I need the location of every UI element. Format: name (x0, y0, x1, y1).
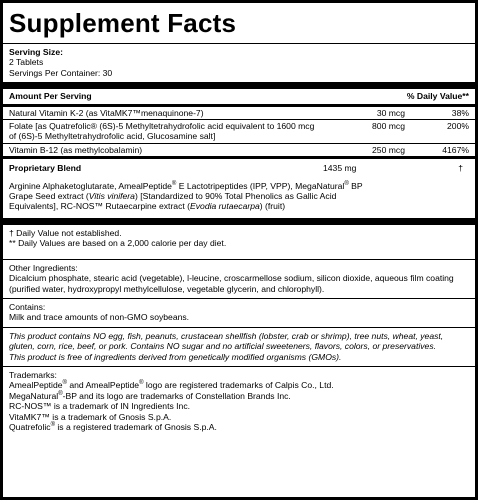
daily-value-footnote: ** Daily Values are based on a 2,000 calorie per day diet. (9, 238, 227, 249)
footnotes (9, 225, 469, 259)
trademarks-label: Trademarks: (9, 369, 57, 380)
servings-per-container: Servings Per Container: 30 (9, 67, 113, 78)
daily-value-header: % Daily Value** (406, 91, 469, 102)
column-header (9, 89, 469, 103)
serving-info (9, 44, 469, 82)
contains-label: Contains: (9, 301, 46, 312)
gmo-free-text: This product is free of ingredients derived from genetically modified organisms (GMOs). (9, 351, 342, 362)
other-ingredients-text: Dicalcium phosphate, stearic acid (vegetable), l-leucine, croscarmellose sodium, silicon dioxide, aqueous film coating (purified water, hydroxypropyl methylcellulose, vegetable glycerin, and chlorophyll). (9, 273, 454, 294)
trademark-line: MegaNatural®-BP and its logo are trademarks of Constellation Brands Inc. (9, 390, 291, 401)
serving-size-value: 2 Tablets (9, 57, 44, 68)
other-ingredients (9, 260, 469, 298)
allergen-statement (9, 328, 469, 366)
nutrient-row: Vitamin B-12 (as methylcobalamin) 250 mcg 4167% (9, 144, 469, 155)
trademark-line: Quatrefolic® is a registered trademark of Gnosis S.p.A. (9, 421, 217, 432)
proprietary-blend-row: Proprietary Blend 1435 mg † (9, 163, 463, 174)
proprietary-blend-description: Arginine Alphaketoglutarate, AmealPeptide® E Lactotripeptides (IPP, VPP), MegaNatural® BP Grape Seed extract (Vitis vinifera) [Standardized to 90% Total Phenolics as Gallic Acid Equivalents], RC-NOS™ Rutaecarpine extract (Evodia rutaecarpa) (fruit) (9, 180, 363, 212)
nutrient-row: Natural Vitamin K-2 (as VitaMK7™menaquinone-7) 30 mcg 38% (9, 107, 469, 118)
contains-text: Milk and trace amounts of non-GMO soybeans. (9, 312, 190, 323)
other-ingredients-label: Other Ingredients: (9, 262, 78, 273)
allergen-free-text: This product contains NO egg, fish, peanuts, crustacean shellfish (lobster, crab or shrimp), tree nuts, wheat, yeast, gluten, corn, rice, beef, or pork. Contains NO sugar and no artificial sweeteners, flavors, colors, or preservatives. (9, 330, 444, 352)
trademark-line: AmealPeptide® and AmealPeptide® logo are registered trademarks of Calpis Co., Ltd. (9, 380, 334, 391)
trademarks-section (9, 367, 469, 436)
serving-size-label: Serving Size: (9, 47, 63, 57)
nutrient-row: Folate [as Quatrefolic® (6S)-5 Methyltetrahydrofolic acid equivalent to 1600 mcg of (6S)-5 Methyltetrahydrofolic acid, Glucosamine salt] 800 mcg 200% (9, 121, 469, 142)
trademark-line: VitaMK7™ is a trademark of Gnosis S.p.A. (9, 411, 172, 422)
amount-per-serving-header: Amount Per Serving (9, 91, 92, 102)
trademark-line: RC-NOS™ is a trademark of IN Ingredients Inc. (9, 401, 191, 412)
contains-section (9, 299, 469, 327)
dagger-footnote: † Daily Value not established. (9, 227, 122, 238)
panel-title: Supplement Facts (9, 8, 237, 38)
